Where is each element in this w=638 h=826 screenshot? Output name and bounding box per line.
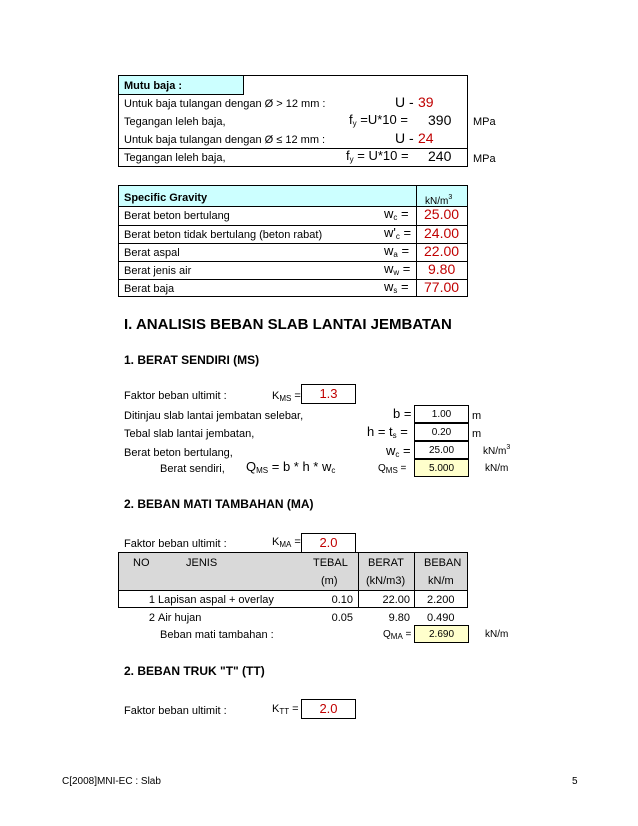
sec1-row4-value: 5.000 xyxy=(428,463,455,474)
table-row-1-berat: 9.80 xyxy=(388,612,410,624)
table-row-0-jenis: Lapisan aspal + overlay xyxy=(158,594,274,606)
table-row-1-tebal: 0.05 xyxy=(331,612,353,624)
table-row-1-jenis: Air hujan xyxy=(158,612,202,624)
sec1-row2-label: Tebal slab lantai jembatan, xyxy=(124,428,255,440)
sec1-row4-formula: $Q_{MS} = b * h * w_c$ xyxy=(246,459,336,475)
tu-beban: kN/m xyxy=(428,575,454,587)
mutu-row1-value: 39 xyxy=(418,94,434,110)
sec1-row3-label: Berat beton bertulang, xyxy=(124,447,233,459)
sec3-k-sym: $K_{TT}$ = xyxy=(272,703,299,716)
sec3-faktor-label: Faktor beban ultimit : xyxy=(124,705,227,717)
footer-left: C[2008]MNI-EC : Slab xyxy=(62,776,161,787)
sg-row3-sym: $w_w$ = xyxy=(384,261,411,277)
sg-row3-label: Berat jenis air xyxy=(124,265,192,277)
th-no: NO xyxy=(133,557,150,569)
sec1-row2-value: 0.20 xyxy=(431,427,452,438)
sec1-row2-unit: m xyxy=(472,428,482,440)
sg-row2-sym: $w_a$ = xyxy=(384,243,410,259)
table-row-1-beban: 0.490 xyxy=(427,612,455,624)
mutu-row4-unit: MPa xyxy=(473,153,496,165)
table-row-1-no: 2 xyxy=(148,612,155,624)
sec2-k-sym: $K_{MA}$ = xyxy=(272,536,301,549)
sg-row0-value: 25.00 xyxy=(424,206,460,222)
sg-row1-sym: $w'_c$ = xyxy=(384,225,412,241)
table-row-0-berat: 22.00 xyxy=(382,594,410,606)
th-beban: BEBAN xyxy=(424,557,462,569)
th-berat: BERAT xyxy=(368,557,404,569)
sec3-heading: 2. BEBAN TRUK "T" (TT) xyxy=(124,664,265,678)
th-jenis: JENIS xyxy=(186,557,218,569)
mutu-row1-label: Untuk baja tulangan dengan Ø > 12 mm : xyxy=(124,98,326,110)
sg-row0-label: Berat beton bertulang xyxy=(124,210,230,222)
sec1-k-sym: $K_{MS}$ = xyxy=(272,390,301,403)
sec1-row4-unit: kN/m xyxy=(485,463,509,474)
sg-row1-value: 24.00 xyxy=(424,225,460,241)
sec1-row3-sym: $w_c$ = xyxy=(386,443,411,459)
mutu-row3-u: U - xyxy=(395,130,414,146)
table-row-0-beban: 2.200 xyxy=(427,594,455,606)
sg-unit: $kN/m^3$ xyxy=(425,194,453,207)
mutu-row1-u: U - xyxy=(395,94,414,110)
sg-row4-label: Berat baja xyxy=(124,283,175,295)
tu-tebal: (m) xyxy=(321,575,338,587)
mutu-row4-label: Tegangan leleh baja, xyxy=(124,152,226,164)
sg-row2-value: 22.00 xyxy=(424,243,460,259)
mutu-row2-value: 390 xyxy=(428,112,452,128)
main-heading: I. ANALISIS BEBAN SLAB LANTAI JEMBATAN xyxy=(124,316,452,333)
sg-row0-sym: $w_c$ = xyxy=(384,206,409,222)
sec1-k-value: 1.3 xyxy=(319,386,338,401)
sec1-row3-value: 25.00 xyxy=(428,445,455,456)
th-tebal: TEBAL xyxy=(313,557,348,569)
sec1-faktor-label: Faktor beban ultimit : xyxy=(124,390,227,402)
sec1-row1-sym: b = xyxy=(393,406,412,421)
mutu-row2-formula: $f_y =U*10$ = xyxy=(349,112,408,128)
mutu-row2-label: Tegangan leleh baja, xyxy=(124,116,226,128)
sec1-row3-unit: $kN/m^3$ xyxy=(483,444,511,457)
sg-row4-value: 77.00 xyxy=(424,279,460,295)
sec2-faktor-label: Faktor beban ultimit : xyxy=(124,538,227,550)
sec2-total-sym: $Q_{MA}$ = xyxy=(383,629,412,641)
sg-row1-label: Berat beton tidak bertulang (beton rabat) xyxy=(124,229,323,241)
sec1-row2-sym: $h = t_s$ = xyxy=(367,424,408,440)
mutu-row4-formula: $f_y = U*10$ = xyxy=(346,148,409,164)
sec2-total-unit: kN/m xyxy=(485,629,509,640)
sg-row2-label: Berat aspal xyxy=(124,247,180,259)
table-row-0-no: 1 xyxy=(148,594,155,606)
sec1-heading: 1. BERAT SENDIRI (MS) xyxy=(124,353,260,367)
sec1-row1-unit: m xyxy=(472,410,482,422)
sec2-total-label: Beban mati tambahan : xyxy=(160,629,274,641)
sg-row4-sym: $w_s$ = xyxy=(384,279,409,295)
sec3-k-value: 2.0 xyxy=(319,701,338,716)
mutu-baja-title: Mutu baja : xyxy=(124,80,183,92)
sec2-total-value: 2.690 xyxy=(428,629,455,640)
mutu-row3-value: 24 xyxy=(418,130,434,146)
sec2-heading: 2. BEBAN MATI TAMBAHAN (MA) xyxy=(124,497,314,511)
mutu-row2-unit: MPa xyxy=(473,116,496,128)
table-row-0-tebal: 0.10 xyxy=(331,594,353,606)
sg-title: Specific Gravity xyxy=(124,192,208,204)
sec1-row1-label: Ditinjau slab lantai jembatan selebar, xyxy=(124,410,304,422)
sec1-row1-value: 1.00 xyxy=(431,409,452,420)
sec1-row4-sym: $Q_{MS}$ = xyxy=(378,463,407,475)
tu-berat: (kN/m3) xyxy=(366,575,406,587)
footer-page-number: 5 xyxy=(572,776,578,787)
sec2-k-value: 2.0 xyxy=(319,535,338,550)
mutu-row3-label: Untuk baja tulangan dengan Ø ≤ 12 mm : xyxy=(124,134,326,146)
sec1-row4-label: Berat sendiri, xyxy=(160,463,225,475)
mutu-row4-value: 240 xyxy=(428,148,452,164)
sg-row3-value: 9.80 xyxy=(428,261,456,277)
